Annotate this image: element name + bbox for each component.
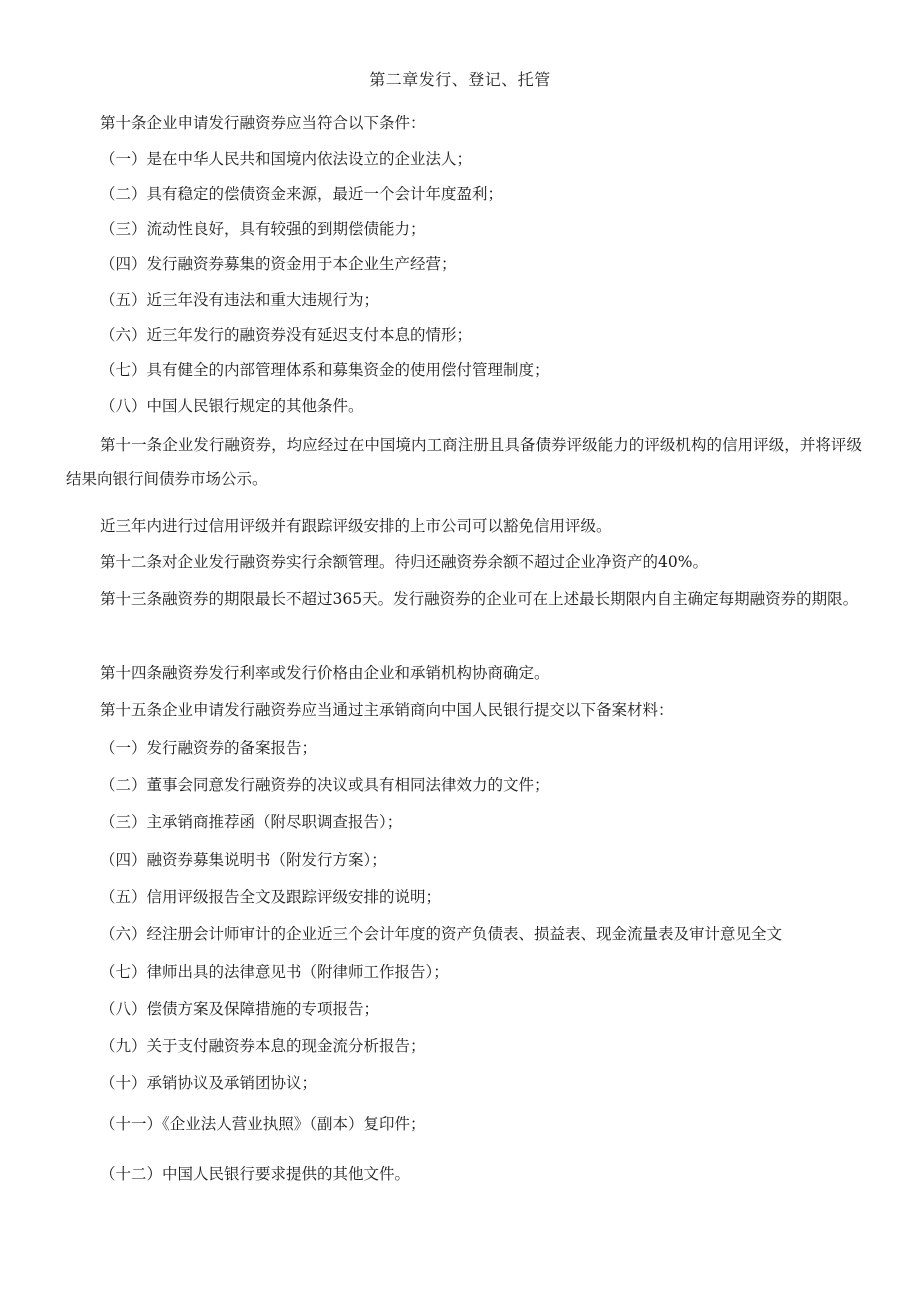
article-10-item-1: （一）是在中华人民共和国境内依法设立的企业法人； [100,150,473,168]
article-15-item-7: （七）律师出具的法律意见书（附律师工作报告）； [100,963,449,981]
article-15-item-4: （四）融资券募集说明书（附发行方案）； [100,851,387,869]
article-10-item-7: （七）具有健全的内部管理体系和募集资金的使用偿付管理制度； [100,361,550,379]
article-11-note: 近三年内进行过信用评级并有跟踪评级安排的上市公司可以豁免信用评级。 [100,517,612,535]
article-14-text: 第十四条融资券发行利率或发行价格由企业和承销机构协商确定。 [100,664,550,682]
article-15-item-9: （九）关于支付融资券本息的现金流分析报告； [100,1037,426,1055]
chapter-title: 第二章发行、登记、托管 [369,70,551,89]
article-15-item-11: （十一）《企业法人营业执照》（副本）复印件； [100,1115,426,1133]
article-10-item-3: （三）流动性良好，具有较强的到期偿债能力； [100,220,426,238]
article-15-item-1: （一）发行融资券的备案报告； [100,739,318,757]
article-12-text: 第十二条对企业发行融资券实行余额管理。待归还融资券余额不超过企业净资产的40%。 [100,553,708,571]
article-15-item-10: （十）承销协议及承销团协议； [100,1074,318,1092]
article-10-item-2: （二）具有稳定的偿债资金来源，最近一个会计年度盈利； [100,185,504,203]
article-10-heading: 第十条企业申请发行融资券应当符合以下条件： [100,114,426,132]
article-15-item-2: （二）董事会同意发行融资券的决议或具有相同法律效力的文件； [100,776,550,794]
article-10-item-8: （八）中国人民银行规定的其他条件。 [100,397,364,415]
article-15-heading: 第十五条企业申请发行融资券应当通过主承销商向中国人民银行提交以下备案材料： [100,701,674,719]
article-10-item-5: （五）近三年没有违法和重大违规行为； [100,291,380,309]
article-15-item-3: （三）主承销商推荐函（附尽职调查报告）； [100,813,403,831]
article-15-item-8: （八）偿债方案及保障措施的专项报告； [100,1000,380,1018]
article-15-item-6: （六）经注册会计师审计的企业近三个会计年度的资产负债表、损益表、现金流量表及审计意见全文 [100,925,783,943]
article-11-text: 第十一条企业发行融资券，均应经过在中国境内工商注册且具备债券评级能力的评级机构的信用评级，并将评级结果向银行间债券市场公示。 [66,436,862,488]
article-10-item-6: （六）近三年发行的融资券没有延迟支付本息的情形； [100,326,473,344]
article-15-item-12: （十二）中国人民银行要求提供的其他文件。 [100,1165,411,1183]
article-10-item-4: （四）发行融资券募集的资金用于本企业生产经营； [100,255,457,273]
article-15-item-5: （五）信用评级报告全文及跟踪评级安排的说明； [100,888,442,906]
article-13-text: 第十三条融资券的期限最长不超过365天。发行融资券的企业可在上述最长期限内自主确定每期融资券的期限。 [100,590,859,608]
